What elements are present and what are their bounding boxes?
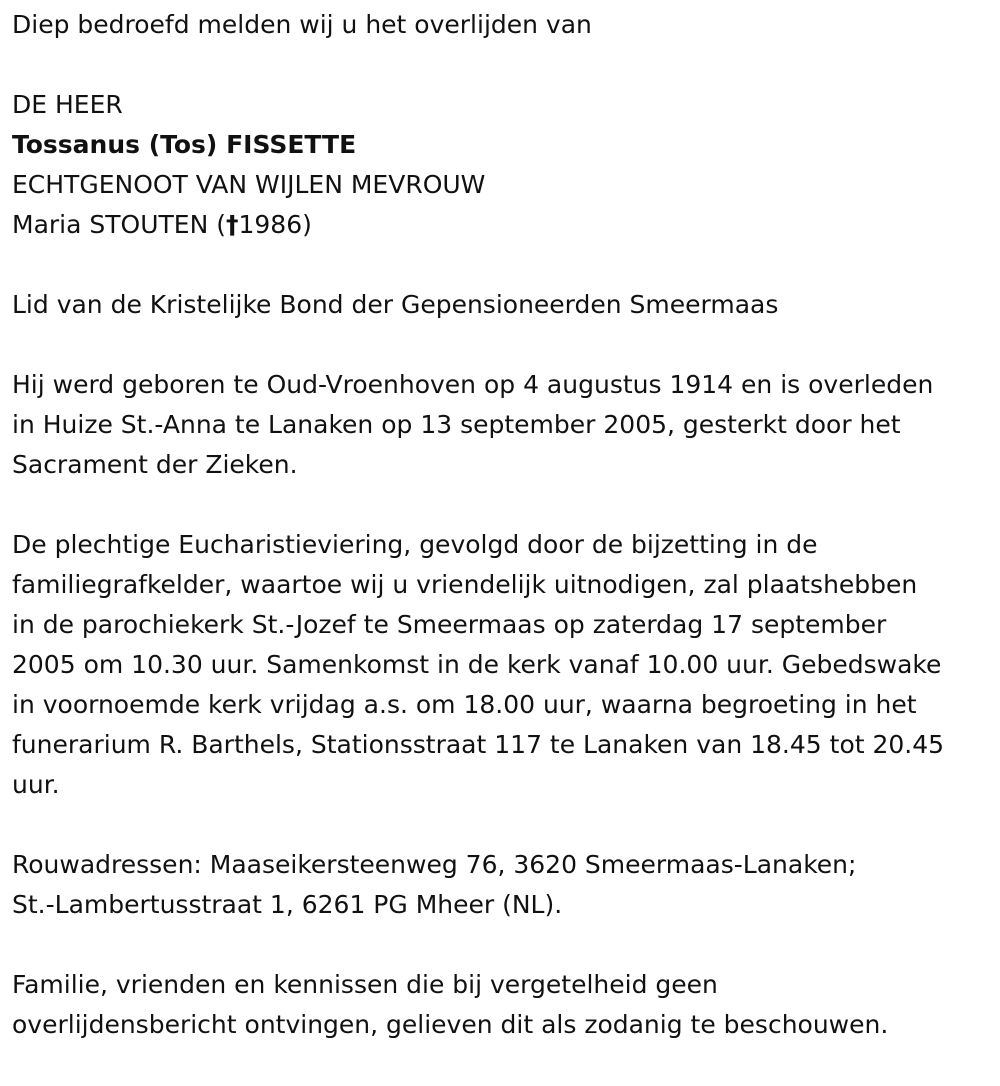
closing-paragraph [12, 965, 988, 1045]
service-paragraph [12, 525, 988, 805]
spacer [12, 485, 988, 525]
paragraph-line: familiegrafkelder, waartoe wij u vriendelijk uitnodigen, zal plaatshebben [12, 570, 918, 599]
cross-icon: † [225, 210, 239, 239]
spouse-line: ECHTGENOOT VAN WIJLEN MEVROUW [12, 170, 486, 199]
addresses-paragraph [12, 845, 988, 925]
spacer [12, 805, 988, 845]
intro-text: Diep bedroefd melden wij u het overlijden van [12, 10, 592, 39]
birth-death-paragraph [12, 365, 988, 485]
paragraph-line: Sacrament der Zieken. [12, 450, 298, 479]
paragraph-line: Hij werd geboren te Oud-Vroenhoven op 4 augustus 1914 en is overleden [12, 370, 934, 399]
paragraph-line: in de parochiekerk St.-Jozef te Smeermaas op zaterdag 17 september [12, 610, 887, 639]
spacer [12, 45, 988, 85]
paren-open: ( [216, 210, 226, 239]
paragraph-line: uur. [12, 770, 60, 799]
deceased-name: Tossanus (Tos) FISSETTE [12, 130, 357, 159]
membership-text: Lid van de Kristelijke Bond der Gepensioneerden Smeermaas [12, 290, 779, 319]
paragraph-line: Rouwadressen: Maaseikersteenweg 76, 3620 Smeermaas-Lanaken; [12, 850, 857, 879]
spacer [12, 325, 988, 365]
paragraph-line: 2005 om 10.30 uur. Samenkomst in de kerk vanaf 10.00 uur. Gebedswake [12, 650, 942, 679]
salutation: DE HEER [12, 90, 123, 119]
paragraph-line: overlijdensbericht ontvingen, gelieven dit als zodanig te beschouwen. [12, 1010, 889, 1039]
paragraph-line: Familie, vrienden en kennissen die bij vergetelheid geen [12, 970, 718, 999]
paragraph-line: St.-Lambertusstraat 1, 6261 PG Mheer (NL). [12, 890, 563, 919]
paragraph-line: in Huize St.-Anna te Lanaken op 13 september 2005, gesterkt door het [12, 410, 901, 439]
spouse-name-line [12, 205, 988, 245]
paren-close: ) [302, 210, 312, 239]
paragraph-line: De plechtige Eucharistieviering, gevolgd door de bijzetting in de [12, 530, 818, 559]
spacer [12, 245, 988, 285]
spouse-name: Maria STOUTEN [12, 210, 209, 239]
spouse-death-year: 1986 [238, 210, 303, 239]
paragraph-line: in voornoemde kerk vrijdag a.s. om 18.00 uur, waarna begroeting in het [12, 690, 917, 719]
spacer [12, 925, 988, 965]
paragraph-line: funerarium R. Barthels, Stationsstraat 117 te Lanaken van 18.45 tot 20.45 [12, 730, 945, 759]
